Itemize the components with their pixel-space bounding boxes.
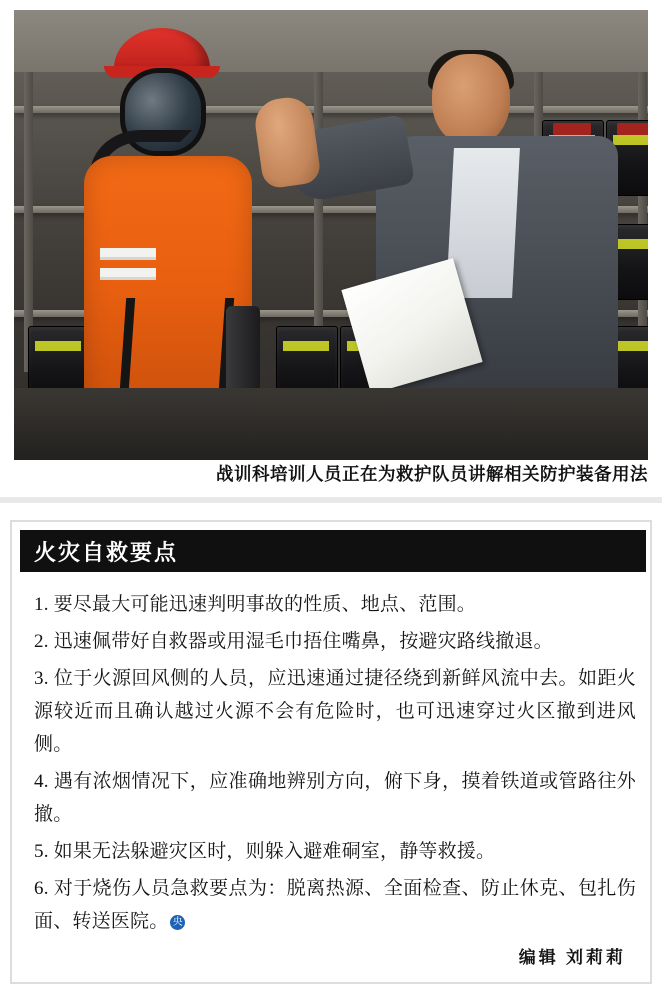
photo-caption: 战训科培训人员正在为救护队员讲解相关防护装备用法 [216,464,648,484]
article-photo [14,10,648,460]
article-body [34,588,636,942]
article-header-bar [20,530,646,572]
article-paragraph: 4. 遇有浓烟情况下，应准确地辨别方向，俯下身，摸着铁道或管路往外撤。 [34,771,636,825]
article-editor-credit: 编辑 刘莉莉 [518,948,626,967]
article-paragraph: 1. 要尽最大可能迅速判明事故的性质、地点、范围。 [34,594,477,615]
photo-reflective-stripe [100,268,156,277]
photo-instructor-head [432,54,510,146]
photo-scene [14,10,648,460]
article-container [10,520,652,984]
photo-floor [14,388,648,460]
article-title: 火灾自救要点 [34,539,179,565]
article-paragraph-text: 6. 对于烧伤人员急救要点为：脱离热源、全面检查、防止休克、包扎伤面、转送医院。 [34,878,636,932]
article-paragraph: 2. 迅速佩带好自救器或用湿毛巾捂住嘴鼻，按避灾路线撤退。 [34,631,553,652]
article-paragraph-last [34,872,636,938]
article-paragraph: 3. 位于火源回风侧的人员，应迅速通过捷径绕到新鲜风流中去。如距火源较近而且确认越过火源不会有危险时，也可迅速穿过火区撤到进风侧。 [34,668,636,755]
end-mark-icon: 央 [170,915,185,930]
section-divider [0,497,662,503]
article-paragraph: 5. 如果无法躲避灾区时，则躲入避难硐室，静等救援。 [34,841,496,862]
photo-rescuer-in-gear [72,26,262,446]
photo-reflective-stripe [100,248,156,257]
